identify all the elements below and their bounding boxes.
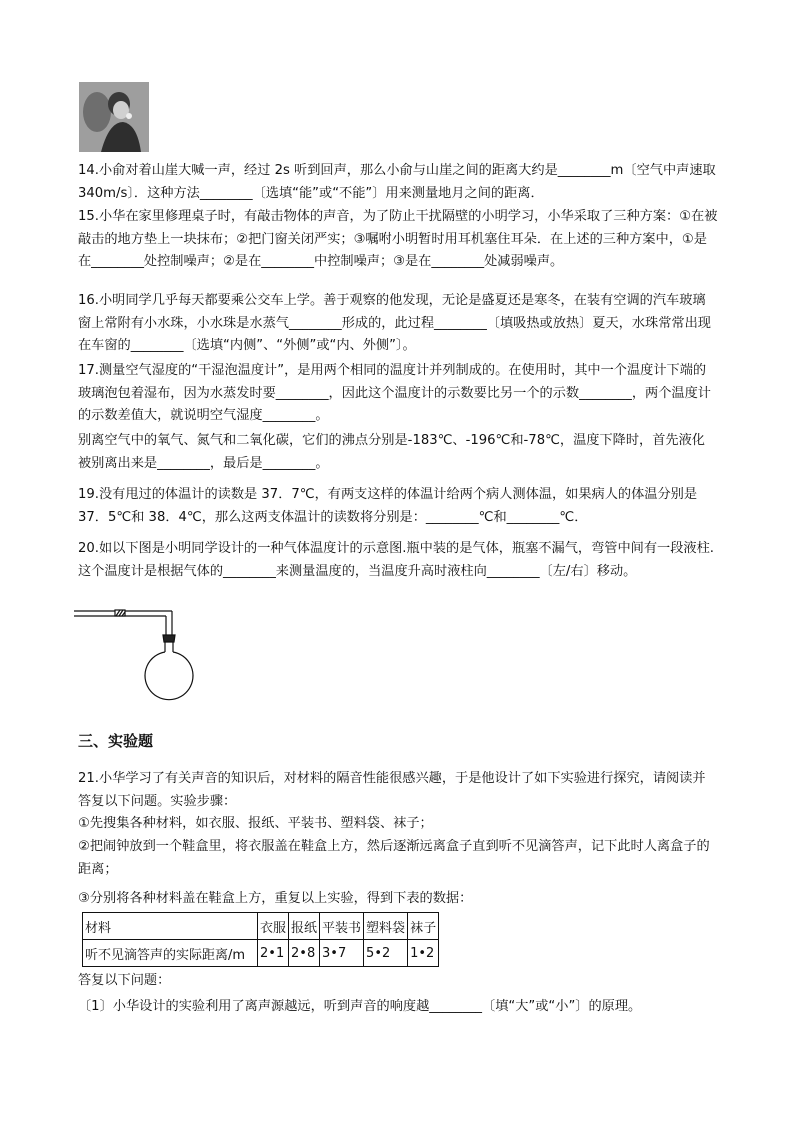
- question-17: 17.测量空气湿度的“干湿泡温度计”，是用两个相同的温度计并列制成的。在使用时，其中一个温度计下端的玻璃泡包着湿布，因为水蒸发时要________，因此这个温度计的示数要比另一个的示数________，两个温度计的示数差值大，就说明空气湿度________。: [78, 363, 711, 423]
- table-cell: 报纸: [289, 913, 320, 940]
- table-cell: 材料: [83, 913, 258, 940]
- question-21-sub1: 〔1〕小华设计的实验利用了离声源越远，听到声音的响度越________〔填“大”或“小”〕的原理。: [78, 999, 642, 1014]
- table-row: [83, 940, 439, 967]
- section-title: 三、实验题: [78, 732, 154, 750]
- question-21-step2: ②把闹钟放到一个鞋盒里，将衣服盖在鞋盒上方，然后逐渐远离盒子直到听不见滴答声，记下此时人离盒子的距离；: [78, 839, 710, 877]
- question-21-intro: 21.小华学习了有关声音的知识后，对材料的隔音性能很感兴趣，于是他设计了如下实验进行探究，请阅读并答复以下问题。实验步骤：: [78, 771, 706, 809]
- materials-table: [82, 912, 439, 967]
- table-cell: 2•1: [258, 940, 289, 967]
- table-cell: 袜子: [408, 913, 439, 940]
- gas-thermometer-flask-diagram-icon: [74, 605, 214, 710]
- table-row: [83, 913, 439, 940]
- question-21-step1: ①先搜集各种材料，如衣服、报纸、平装书、塑料袋、袜子；: [78, 816, 433, 831]
- question-21-step3: ③分别将各种材料盖在鞋盒上方，重复以上实验，得到下表的数据：: [78, 891, 473, 906]
- table-cell: 2•8: [289, 940, 320, 967]
- question-18: 别离空气中的氧气、氮气和二氧化碳，它们的沸点分别是-183℃、-196℃和-78℃，温度下降时，首先液化被别离出来是________，最后是________。: [78, 433, 705, 471]
- table-cell: 衣服: [258, 913, 289, 940]
- girl-shouting-photo-icon: [79, 82, 149, 152]
- question-14: 14.小俞对着山崖大喊一声，经过 2s 听到回声，那么小俞与山崖之间的距离大约是________m〔空气中声速取 340m/s〕．这种方法________〔选填“能”或“不能”〕用来测量地月之间的距离．: [78, 163, 716, 201]
- question-15: 15.小华在家里修理桌子时，有敲击物体的声音，为了防止干扰隔壁的小明学习，小华采取了三种方案：①在被敲击的地方垫上一块抹布；②把门窗关闭严实；③嘱咐小明暂时用耳机塞住耳朵．在上述的三种方案中，①是在________处控制噪声；②是在________中控制噪声；③是在________处减弱噪声。: [78, 209, 718, 269]
- table-cell: 1•2: [408, 940, 439, 967]
- question-20: 20.如以下图是小明同学设计的一种气体温度计的示意图.瓶中装的是气体，瓶塞不漏气，弯管中间有一段液柱.这个温度计是根据气体的________来测量温度的，当温度升高时液柱向________〔左/右〕移动。: [78, 541, 714, 579]
- question-19: 19.没有甩过的体温计的读数是 37．7℃，有两支这样的体温计给两个病人测体温，如果病人的体温分别是 37．5℃和 38．4℃，那么这两支体温计的读数将分别是：________℃和________℃．: [78, 487, 698, 525]
- question-16: 16.小明同学几乎每天都要乘公交车上学。善于观察的他发现，无论是盛夏还是寒冬，在装有空调的汽车玻璃窗上常附有小水珠，小水珠是水蒸气________形成的，此过程________〔填吸热或放热〕夏天，水珠常常出现在车窗的________〔选填“内侧”、“外侧”或“内、外侧”〕。: [78, 293, 711, 353]
- table-cell: 塑料袋: [364, 913, 408, 940]
- table-cell: 3•7: [320, 940, 364, 967]
- table-cell: 5•2: [364, 940, 408, 967]
- table-cell: 平装书: [320, 913, 364, 940]
- answer-intro: 答复以下问题：: [78, 973, 171, 988]
- table-cell: 听不见滴答声的实际距离/m: [83, 940, 258, 967]
